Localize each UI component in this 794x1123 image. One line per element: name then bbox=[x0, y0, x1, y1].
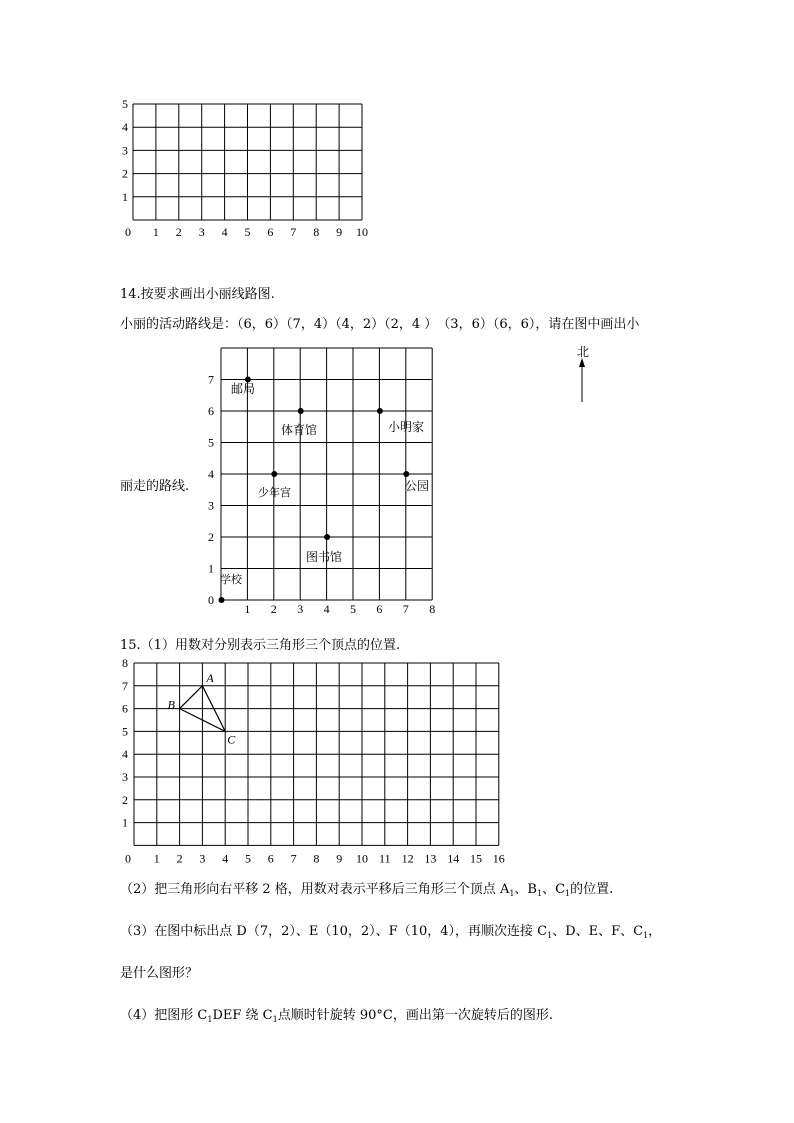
place-point bbox=[298, 408, 304, 414]
vertex-label-c: C bbox=[227, 732, 236, 747]
q14-x-tick: 6 bbox=[376, 602, 383, 616]
grid-1-y-tick: 4 bbox=[122, 120, 128, 135]
q15-y-tick: 2 bbox=[122, 792, 128, 807]
q15-x-tick: 11 bbox=[379, 851, 391, 866]
q15-x-tick: 15 bbox=[470, 851, 482, 866]
q14-x-tick: 4 bbox=[323, 602, 330, 616]
q14-y-tick: 7 bbox=[208, 372, 214, 387]
q14-y-tick: 5 bbox=[208, 435, 214, 450]
q15-x-tick: 13 bbox=[424, 851, 437, 866]
grid-1-y-tick: 3 bbox=[122, 143, 128, 158]
grid-1-y-tick: 1 bbox=[122, 189, 128, 204]
q15-x-tick: 8 bbox=[313, 851, 320, 866]
q14-map-grid bbox=[0, 330, 794, 630]
q14-title: 14.按要求画出小丽线路图. bbox=[120, 287, 275, 302]
q14-y-tick: 6 bbox=[208, 404, 214, 418]
grid-1-x-tick: 5 bbox=[244, 225, 251, 239]
q15-x-tick: 16 bbox=[492, 851, 505, 866]
q15-grid-lines bbox=[134, 663, 499, 845]
q14-instruction-line1: 小丽的活动路线是：（6，6）（7，4）（4，2）（2，4 ） （3，6）（6，6），请在图中画出小 bbox=[120, 317, 640, 332]
q15-x-tick: 10 bbox=[356, 851, 368, 866]
q15-x-tick: 14 bbox=[447, 851, 460, 866]
q15-part3-line2: 是什么图形？ bbox=[120, 966, 199, 981]
q15-x-tick: 2 bbox=[176, 851, 183, 866]
q14-y-tick: 3 bbox=[208, 498, 214, 513]
q15-y-tick: 5 bbox=[122, 724, 128, 739]
q15-y-ticks bbox=[122, 656, 128, 830]
place-label-park: 公园 bbox=[405, 479, 430, 493]
q15-x-tick: 5 bbox=[245, 851, 251, 866]
q14-x-tick: 8 bbox=[429, 602, 436, 616]
q15-part4: （4）把图形 $C_1DEF$ 绕 $C_1$点顺时针旋转 90°C，画出第一次旋转后的图形. bbox=[120, 1008, 553, 1024]
q14-y-tick: 2 bbox=[208, 530, 214, 544]
q15-y-tick: 8 bbox=[122, 656, 128, 670]
q15-y-tick: 6 bbox=[122, 701, 128, 716]
q15-x-tick: 0 bbox=[125, 851, 131, 866]
q15-y-tick: 3 bbox=[122, 770, 128, 784]
place-label-school: 学校 bbox=[220, 573, 242, 586]
grid-1-x-tick: 9 bbox=[336, 225, 343, 239]
grid-1-x-tick: 6 bbox=[267, 225, 274, 239]
place-label-youth-palace: 少年宫 bbox=[258, 486, 291, 499]
grid-1-y-tick: 2 bbox=[122, 166, 128, 181]
north-label: 北 bbox=[577, 345, 590, 359]
q15-x-tick: 1 bbox=[153, 851, 160, 866]
q15-y-tick: 1 bbox=[122, 815, 128, 830]
place-label-library: 图书馆 bbox=[306, 550, 343, 564]
q15-title: 15.（1）用数对分别表示三角形三个顶点的位置. bbox=[120, 638, 401, 653]
q15-y-tick: 7 bbox=[122, 678, 128, 693]
q15-x-tick: 9 bbox=[336, 851, 343, 866]
coordinate-grid-1 bbox=[0, 0, 794, 250]
grid-1-x-tick: 4 bbox=[221, 225, 228, 239]
q15-grid bbox=[0, 650, 794, 872]
q14-x-tick: 5 bbox=[350, 602, 356, 616]
vertex-label-a: A bbox=[206, 670, 214, 685]
q15-x-tick: 4 bbox=[222, 851, 229, 866]
grid-1-x-tick: 8 bbox=[313, 225, 320, 239]
q14-x-tick: 2 bbox=[270, 602, 277, 616]
place-point bbox=[324, 534, 330, 540]
grid-1-x-tick: 10 bbox=[356, 225, 368, 239]
grid-1-x-tick: 2 bbox=[175, 225, 182, 239]
grid-1-y-ticks bbox=[122, 97, 128, 204]
place-point bbox=[219, 597, 225, 603]
place-label-post-office: 邮局 bbox=[231, 382, 256, 396]
grid-1-x-tick: 1 bbox=[152, 225, 159, 239]
q14-y-tick: 0 bbox=[208, 593, 214, 607]
q14-y-tick: 1 bbox=[208, 561, 214, 576]
grid-1-x-tick: 7 bbox=[290, 225, 297, 239]
grid-1-x-tick: 3 bbox=[198, 225, 205, 239]
q14-instruction-line2: 丽走的路线. bbox=[120, 479, 190, 494]
q14-y-tick: 4 bbox=[208, 467, 214, 481]
q14-y-ticks bbox=[208, 373, 214, 608]
grid-1-y-tick: 5 bbox=[122, 97, 128, 111]
grid-1-x-ticks bbox=[125, 225, 368, 239]
place-point bbox=[271, 471, 277, 477]
grid-1-lines bbox=[133, 104, 362, 220]
grid-1-x-tick: 0 bbox=[125, 225, 131, 239]
place-label-xiaoming-home: 小明家 bbox=[388, 420, 425, 434]
q14-x-ticks bbox=[244, 602, 435, 616]
q15-x-tick: 3 bbox=[199, 851, 206, 866]
q15-x-tick: 12 bbox=[401, 851, 414, 866]
q15-x-tick: 6 bbox=[267, 851, 274, 866]
vertex-label-b: B bbox=[167, 697, 175, 712]
q14-x-tick: 1 bbox=[244, 602, 251, 616]
place-label-gym: 体育馆 bbox=[281, 423, 318, 437]
q15-y-tick: 4 bbox=[122, 747, 128, 762]
q15-x-ticks bbox=[125, 851, 505, 865]
q15-part2: （2）把三角形向右平移 2 格，用数对表示平移后三角形三个顶点 $A_1$、$B_1$、$C_1$的位置. bbox=[120, 882, 614, 898]
q15-part3: （3）在图中标出点 D（7，2）、E（10，2）、F（10，4），再顺次连接 $C_1$、D、E、F、$C_1$， bbox=[120, 924, 662, 940]
q15-x-tick: 7 bbox=[290, 851, 297, 866]
place-point bbox=[377, 408, 383, 414]
q14-x-tick: 7 bbox=[402, 602, 409, 616]
q14-x-tick: 3 bbox=[297, 602, 304, 616]
